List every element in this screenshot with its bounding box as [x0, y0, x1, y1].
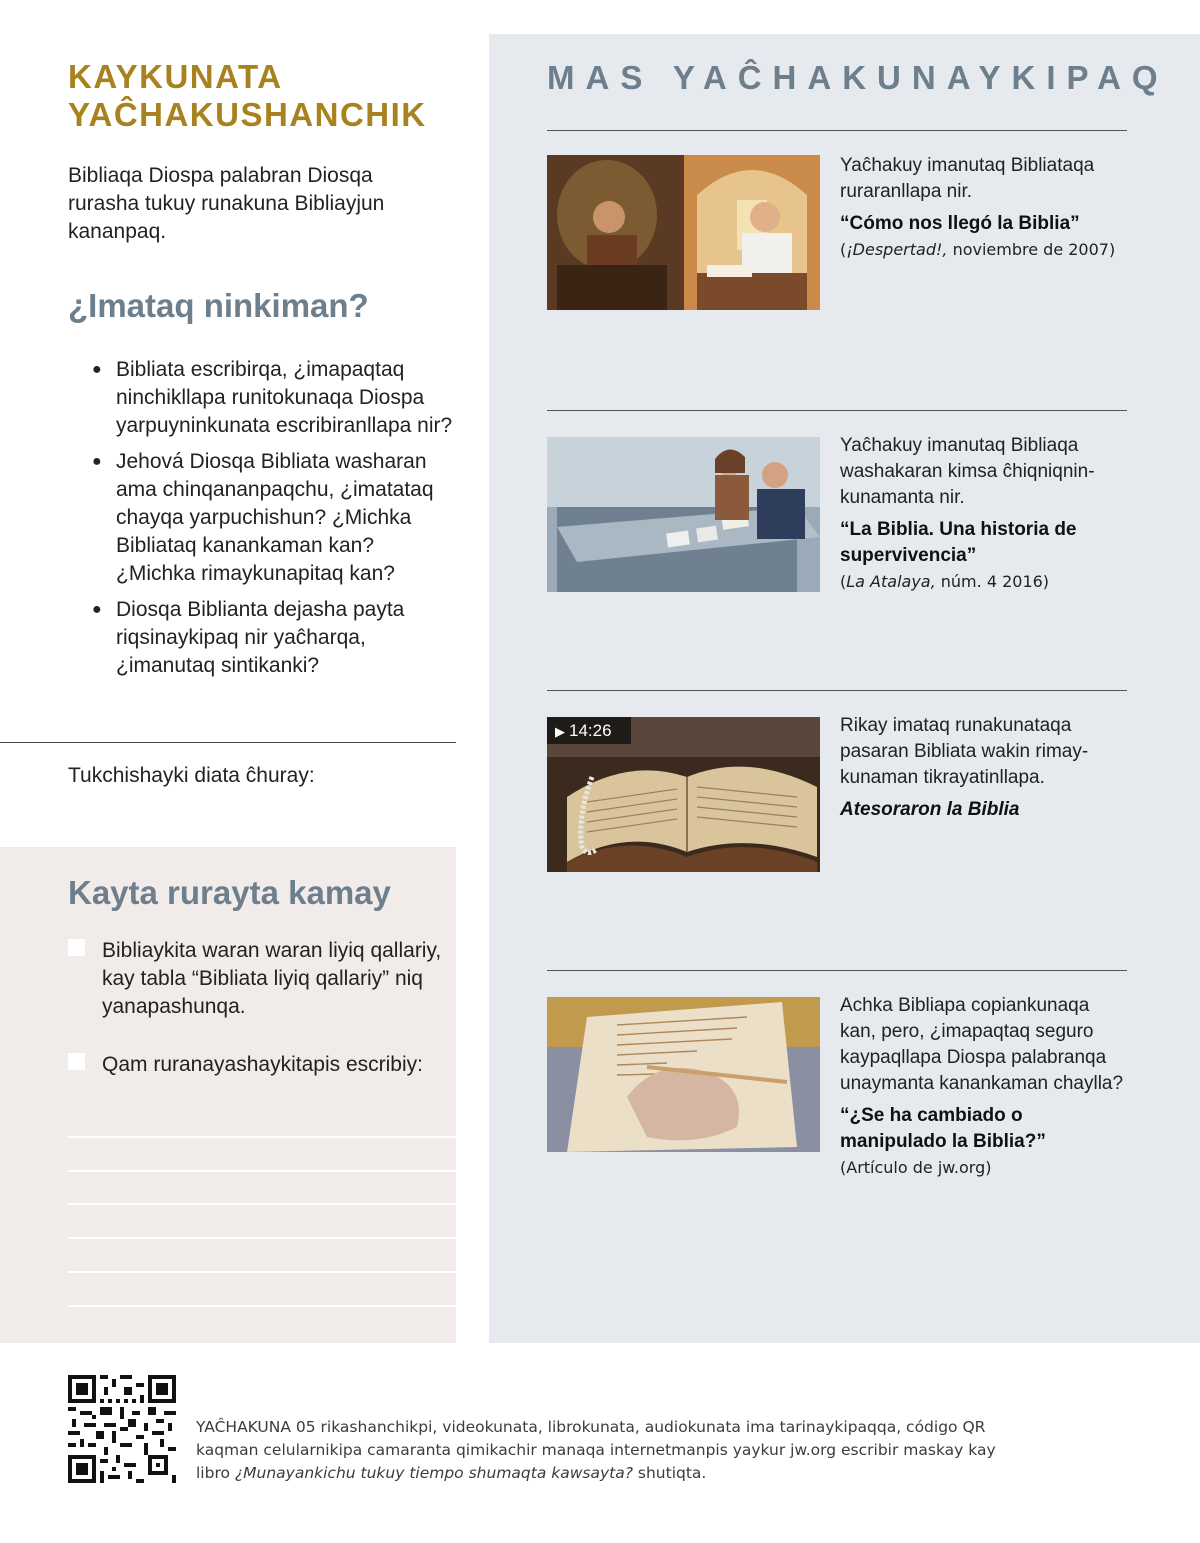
source-open: ( [840, 572, 847, 591]
resource-text [840, 713, 1130, 823]
manuscript-photo-icon [547, 997, 820, 1152]
resource-source [840, 237, 1130, 263]
resource-description: Rikay imataq runakunataqa pasaran Bibliata wakin rimay-kunaman tikrayatinllapa. [840, 715, 1089, 788]
resource-image-copying[interactable] [547, 997, 820, 1152]
question-item [92, 448, 454, 588]
footer-text-end: shutiqta. [632, 1464, 707, 1482]
museum-photo-icon [547, 437, 820, 592]
source-detail: (Artículo de jw.org) [840, 1158, 992, 1177]
resource-source [840, 1155, 1130, 1181]
video-duration-badge [547, 717, 631, 744]
resource-description: Achka Bibliapa copiankunaqa kan, pero, ¿imapaqtaq seguro kaypaqllapa Diospa palabranqa unaymanta kanankaman chaylla? [840, 995, 1124, 1094]
resource-divider [547, 690, 1127, 691]
summary-title-line-2: YAĈHAKUSHANCHIK [68, 96, 427, 133]
write-line[interactable] [68, 1136, 456, 1138]
source-open: ( [840, 240, 847, 259]
practice-box [0, 847, 456, 1343]
resource-title-link[interactable]: “Cómo nos llegó la Biblia” [840, 213, 1080, 234]
more-heading: MAS YAĈHAKUNAYKIPAQ [547, 59, 1169, 96]
resource-title-link[interactable]: Atesoraron la Biblia [840, 799, 1020, 820]
scribe-photo-icon [547, 155, 820, 310]
summary-text: Bibliaqa Diospa palabran Diosqa rurasha tukuy runakuna Bibliayjun kananpaq. [68, 164, 385, 243]
checkbox[interactable] [68, 939, 85, 956]
footer-text [196, 1416, 996, 1485]
write-line[interactable] [68, 1237, 456, 1239]
checkbox[interactable] [68, 1053, 85, 1070]
write-line[interactable] [68, 1170, 456, 1172]
date-note-label: Tukchishayki diata ĉhuray: [68, 764, 315, 787]
summary-column [0, 0, 456, 1343]
qr-code-icon[interactable] [68, 1375, 176, 1483]
question-text: Bibliata escribirqa, ¿imapaqtaq ninchikllapa runitokunaqa Diospa yarpuyninkunata escribiranllapa nir? [116, 358, 453, 437]
questions-heading: ¿Imataq ninkiman? [68, 287, 369, 324]
video-duration: 14:26 [569, 721, 612, 740]
summary-title [68, 58, 448, 134]
practice-heading: Kayta rurayta kamay [68, 874, 391, 911]
resource-text [840, 433, 1130, 595]
footer-book-title: ¿Munayankichu tukuy tiempo shumaqta kawsayta? [234, 1464, 633, 1482]
play-icon: ▶ [555, 724, 565, 739]
summary-title-line-1: KAYKUNATA [68, 58, 283, 95]
resource-description: Yaĉhakuy imanutaq Bibliaqa washakaran kimsa ĉhiqniqnin-kunamanta nir. [840, 435, 1095, 508]
resource-video-thumbnail[interactable] [547, 717, 820, 872]
bullet-icon: ● [92, 453, 102, 470]
write-line[interactable] [68, 1203, 456, 1205]
footer-text-start: YAĈHAKUNA 05 rikashanchikpi, videokunata, librokunata, audiokunata ima tarinaykipaqqa, código QR kaqman celularnikipa camaranta qimikachir manaqa internetmanpis yaykur jw.org escribir maskay kay libro [196, 1418, 996, 1482]
resource-text [840, 153, 1130, 263]
source-publication: ¡Despertad!, [846, 240, 948, 259]
resource-image-scribe[interactable] [547, 155, 820, 310]
practice-text: Qam ruranayashaykitapis escribiy: [102, 1053, 423, 1076]
question-text: Jehová Diosqa Bibliata washaran ama chinqananpaqchu, ¿imatataq chayqa yarpuchishun? ¿Michka Bibliataq kanankaman kan? ¿Michka rimaykunapitaq kan? [116, 450, 434, 585]
resource-title-link[interactable]: “¿Se ha cambiado o manipulado la Biblia?” [840, 1105, 1046, 1152]
source-publication: La Atalaya, [846, 572, 936, 591]
section-divider [0, 742, 456, 743]
bullet-icon: ● [92, 601, 102, 618]
question-item [92, 596, 454, 680]
resource-description: Yaĉhakuy imanutaq Bibliataqa ruraranllapa nir. [840, 155, 1095, 202]
write-line[interactable] [68, 1305, 456, 1307]
resource-divider [547, 130, 1127, 131]
source-detail: noviembre de 2007) [947, 240, 1116, 259]
question-item [92, 356, 454, 440]
resource-image-museum[interactable] [547, 437, 820, 592]
resource-title-link[interactable]: “La Biblia. Una historia de supervivencia” [840, 519, 1077, 566]
questions-list [92, 356, 454, 688]
resource-source [840, 569, 1130, 595]
source-detail: núm. 4 2016) [935, 572, 1050, 591]
write-line[interactable] [68, 1271, 456, 1273]
bullet-icon: ● [92, 361, 102, 378]
resource-divider [547, 410, 1127, 411]
resource-text [840, 993, 1130, 1181]
resource-divider [547, 970, 1127, 971]
practice-item [68, 1051, 448, 1079]
practice-text: Bibliaykita waran waran liyiq qallariy, kay tabla “Bibliata liyiq qallariy” niq yanapashunqa. [102, 939, 442, 1018]
question-text: Diosqa Biblianta dejasha payta riqsinaykipaq nir yaĉharqa, ¿imanutaq sintikanki? [116, 598, 405, 677]
practice-item [68, 937, 448, 1021]
more-learning-panel [489, 34, 1200, 1343]
